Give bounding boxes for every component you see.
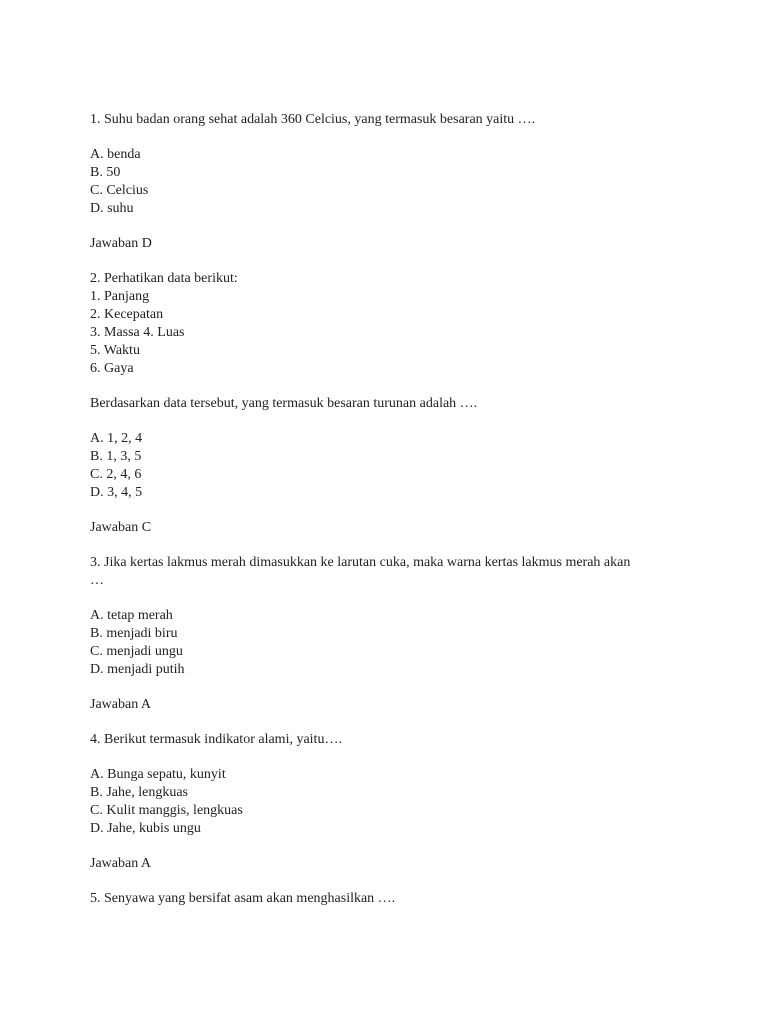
- data-item: 5. Waktu: [90, 343, 140, 358]
- option-b: B. 1, 3, 5: [90, 449, 142, 464]
- question-3: [90, 554, 730, 590]
- question-2-intro: 2. Perhatikan data berikut:: [90, 271, 238, 286]
- option-a: A. Bunga sepatu, kunyit: [90, 767, 226, 782]
- option-a: A. benda: [90, 147, 141, 162]
- option-d: D. Jahe, kubis ungu: [90, 821, 201, 836]
- question-2-text: Berdasarkan data tersebut, yang termasuk besaran turunan adalah ….: [90, 396, 478, 411]
- question-2-data: [90, 270, 730, 378]
- option-d: D. suhu: [90, 201, 134, 216]
- question-3-text-line1: 3. Jika kertas lakmus merah dimasukkan ke larutan cuka, maka warna kertas lakmus merah akan: [90, 555, 631, 570]
- question-4: [90, 731, 730, 749]
- document-page: [90, 111, 730, 925]
- question-2-options: [90, 430, 730, 502]
- option-d: D. menjadi putih: [90, 662, 185, 677]
- option-c: C. menjadi ungu: [90, 644, 183, 659]
- question-5: [90, 890, 730, 908]
- data-item: 2. Kecepatan: [90, 307, 164, 322]
- question-1-text: 1. Suhu badan orang sehat adalah 360 Celcius, yang termasuk besaran yaitu ….: [90, 112, 536, 127]
- answer-4: [90, 855, 730, 873]
- question-4-options: [90, 766, 730, 838]
- option-a: A. 1, 2, 4: [90, 431, 143, 446]
- option-c: C. 2, 4, 6: [90, 467, 142, 482]
- option-a: A. tetap merah: [90, 608, 173, 623]
- question-4-text: 4. Berikut termasuk indikator alami, yaitu….: [90, 732, 342, 747]
- answer-2-text: Jawaban C: [90, 520, 152, 535]
- option-c: C. Kulit manggis, lengkuas: [90, 803, 243, 818]
- answer-3: [90, 696, 730, 714]
- question-2: [90, 395, 730, 413]
- data-item: 6. Gaya: [90, 361, 134, 376]
- answer-1-text: Jawaban D: [90, 236, 152, 251]
- option-c: C. Celcius: [90, 183, 149, 198]
- answer-1: [90, 235, 730, 253]
- question-5-text: 5. Senyawa yang bersifat asam akan menghasilkan ….: [90, 891, 396, 906]
- question-3-options: [90, 607, 730, 679]
- question-3-text-line2: …: [90, 573, 104, 588]
- answer-3-text: Jawaban A: [90, 697, 152, 712]
- option-d: D. 3, 4, 5: [90, 485, 143, 500]
- option-b: B. menjadi biru: [90, 626, 178, 641]
- option-b: B. Jahe, lengkuas: [90, 785, 188, 800]
- answer-4-text: Jawaban A: [90, 856, 152, 871]
- question-1-options: [90, 146, 730, 218]
- data-item: 1. Panjang: [90, 289, 150, 304]
- answer-2: [90, 519, 730, 537]
- data-item: 3. Massa 4. Luas: [90, 325, 185, 340]
- option-b: B. 50: [90, 165, 121, 180]
- question-1: [90, 111, 730, 129]
